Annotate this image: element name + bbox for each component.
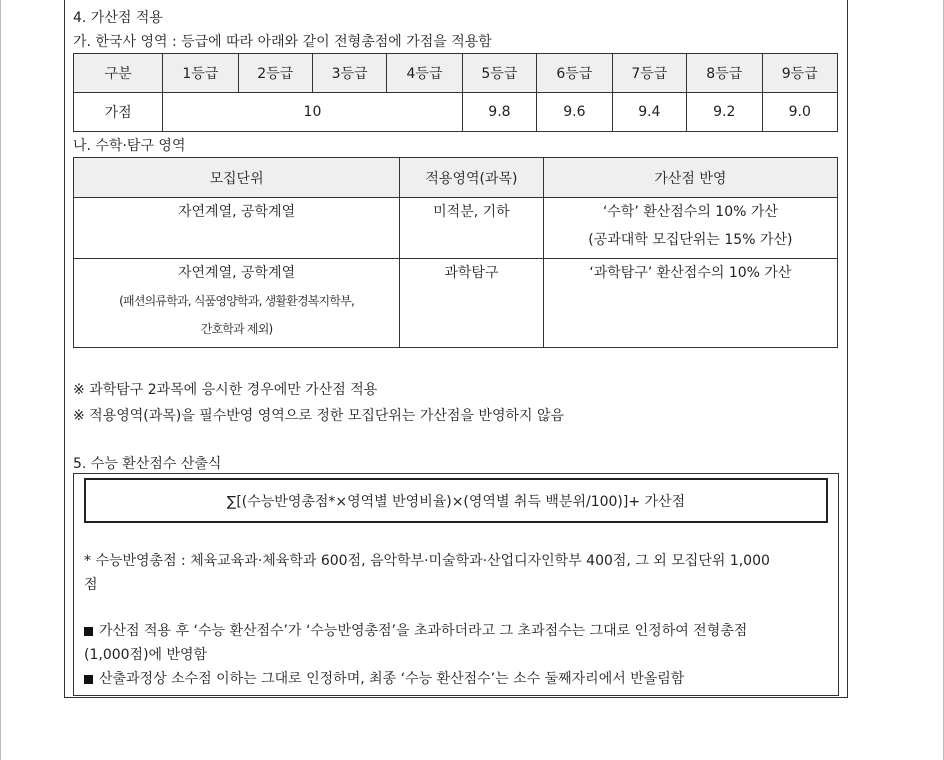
footnote-line-1: * 수능반영총점 : 체육교육과·체육학과 600점, 음악학부·미술학과·산업디자인학부 400점, 그 외 모집단위 1,000 (84, 553, 770, 569)
bullet-1-text-cont: (1,000점)에 반영함 (84, 647, 208, 663)
header-cell: 2등급 (238, 54, 312, 93)
note-science-two-subjects: ※ 과학탐구 2과목에 응시한 경우에만 가산점 적용 (73, 382, 378, 398)
header-cell: 적용영역(과목) (400, 158, 544, 198)
bonus-cell (543, 198, 837, 259)
unit-cell (74, 259, 400, 348)
note-required-area: ※ 적용영역(과목)을 필수반영 영역으로 정한 모집단위는 가산점을 반영하지 않음 (73, 408, 565, 424)
bullet-note-2 (84, 667, 684, 691)
header-cell: 3등급 (312, 54, 386, 93)
section-5-title: 5. 수능 환산점수 산출식 (73, 456, 222, 472)
formula-section-box (73, 473, 839, 696)
section-4b-heading: 나. 수학·탐구 영역 (73, 138, 186, 154)
korean-history-bonus-table (73, 53, 838, 132)
area-text: 미적분, 기하 (433, 204, 510, 220)
unit-cell (74, 198, 400, 259)
table-row (74, 93, 838, 132)
header-cell: 가산점 반영 (543, 158, 837, 198)
area-text: 과학탐구 (444, 265, 499, 281)
row-label-cell: 가점 (74, 93, 163, 132)
header-cell: 1등급 (163, 54, 238, 93)
formula-text: ∑[(수능반영총점*×영역별 반영비율)×(영역별 취득 백분위/100)]+ 가산점 (226, 493, 686, 510)
area-cell (400, 198, 544, 259)
table-header-row (74, 158, 838, 198)
bonus-cell (543, 259, 837, 348)
footnote-line-2: 점 (84, 577, 98, 593)
header-cell: 모집단위 (74, 158, 400, 198)
bonus-text: ‘수학’ 환산점수의 10% 가산 (602, 204, 778, 220)
area-cell (400, 259, 544, 348)
value-cell: 9.2 (687, 93, 762, 132)
value-cell: 9.8 (462, 93, 536, 132)
header-cell: 4등급 (387, 54, 462, 93)
formula-box (84, 478, 828, 523)
square-bullet-icon (84, 627, 93, 636)
bonus-text-note: (공과대학 모집단위는 15% 가산) (588, 232, 793, 248)
bullet-1-text: 가산점 적용 후 ‘수능 환산점수’가 ‘수능반영총점’을 초과하더라고 그 초과점수는 그대로 인정하여 전형총점 (99, 623, 748, 639)
square-bullet-icon (84, 675, 93, 684)
bullet-2-text: 산출과정상 소수점 이하는 그대로 인정하며, 최종 ‘수능 환산점수’는 소수 둘째자리에서 반올림함 (99, 671, 685, 687)
unit-note-2: 간호학과 제외) (200, 322, 273, 336)
unit-text: 자연계열, 공학계열 (178, 265, 296, 281)
header-cell: 9등급 (762, 54, 838, 93)
math-science-bonus-table (73, 157, 838, 348)
bonus-text: ‘과학탐구’ 환산점수의 10% 가산 (589, 265, 792, 281)
table-row (74, 259, 838, 348)
header-cell: 6등급 (537, 54, 612, 93)
header-cell: 구분 (74, 54, 163, 93)
bullet-note-1 (84, 619, 747, 667)
unit-note: (패션의류학과, 식품영양학과, 생활환경복지학부, (119, 294, 354, 308)
unit-text: 자연계열, 공학계열 (178, 204, 296, 220)
section-4-title: 4. 가산점 적용 (73, 10, 163, 26)
value-cell: 9.0 (762, 93, 838, 132)
value-cell: 9.4 (612, 93, 686, 132)
table-row (74, 198, 838, 259)
footnote-total-score (84, 549, 770, 597)
header-cell: 7등급 (612, 54, 686, 93)
table-header-row (74, 54, 838, 93)
header-cell: 5등급 (462, 54, 536, 93)
section-4a-heading: 가. 한국사 영역 : 등급에 따라 아래와 같이 전형총점에 가점을 적용함 (73, 34, 492, 50)
value-cell: 9.6 (537, 93, 612, 132)
merged-value-cell: 10 (163, 93, 462, 132)
header-cell: 8등급 (687, 54, 762, 93)
